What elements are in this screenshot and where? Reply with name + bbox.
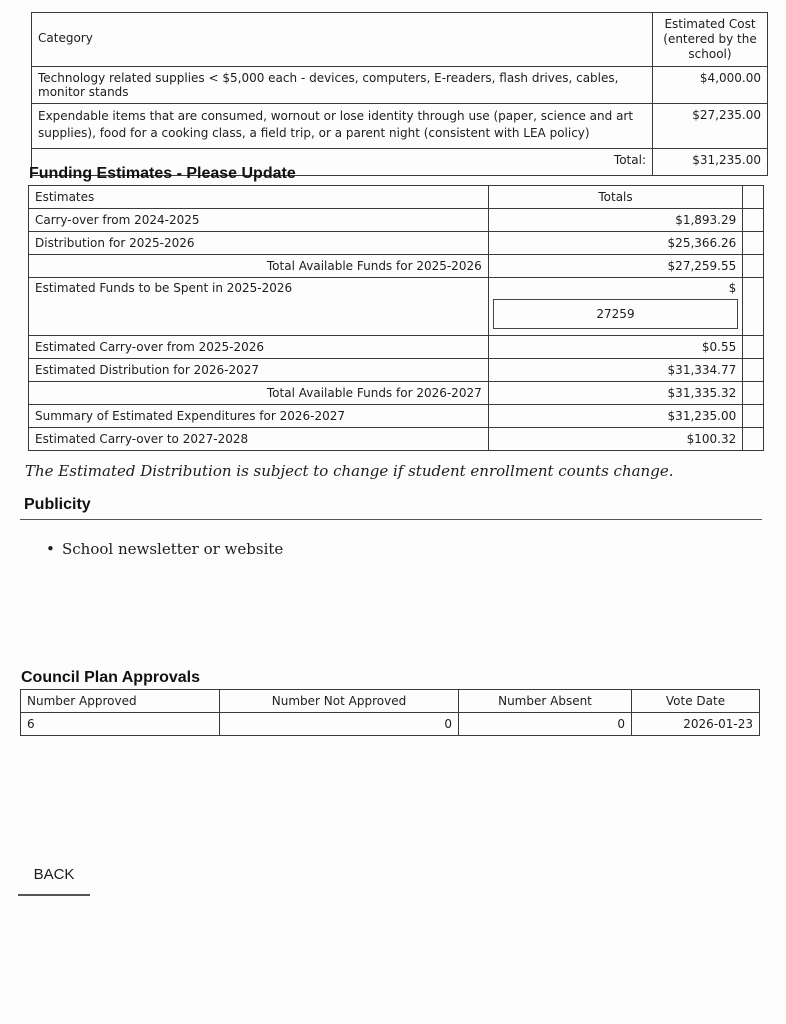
funding-row [29, 209, 764, 232]
number-not-approved-value: 0 [220, 713, 459, 736]
council-approvals-title: Council Plan Approvals [21, 669, 200, 686]
est-carryover-2027-value: $100.32 [488, 428, 743, 451]
number-absent-header: Number Absent [459, 690, 632, 713]
number-approved-header: Number Approved [21, 690, 220, 713]
distribution-2025-value: $25,366.26 [488, 232, 743, 255]
list-item [46, 540, 283, 558]
vote-date-header: Vote Date [632, 690, 760, 713]
funding-estimates-title: Funding Estimates - Please Update [29, 165, 296, 182]
funding-row [29, 336, 764, 359]
category-header-row [32, 13, 768, 67]
summary-expenditures-value: $31,235.00 [488, 405, 743, 428]
distribution-2025-label: Distribution for 2025-2026 [29, 232, 489, 255]
funding-row [29, 428, 764, 451]
spent-2025-label: Estimated Funds to be Spent in 2025-2026 [29, 278, 489, 336]
council-header-row [21, 690, 760, 713]
funding-row [29, 232, 764, 255]
category-cell: Expendable items that are consumed, wornout or lose identity through use (paper, science and art supplies), food for a cooking class, a field trip, or a parent night (consistent with LEA policy) [32, 104, 653, 149]
spent-2025-input[interactable]: 27259 [493, 299, 739, 329]
funding-row [29, 278, 764, 336]
category-row [32, 104, 768, 149]
total-label: Total: [32, 149, 653, 176]
back-button[interactable]: BACK [18, 860, 90, 896]
number-not-approved-header: Number Not Approved [220, 690, 459, 713]
funding-row [29, 382, 764, 405]
publicity-title: Publicity [24, 496, 91, 513]
bullet-icon: • [46, 540, 55, 558]
funding-estimates-table [28, 185, 764, 451]
carryover-2024-label: Carry-over from 2024-2025 [29, 209, 489, 232]
total-available-2025-label: Total Available Funds for 2025-2026 [29, 255, 489, 278]
publicity-divider [20, 519, 762, 520]
total-value: $31,235.00 [653, 149, 768, 176]
est-carryover-2027-label: Estimated Carry-over to 2027-2028 [29, 428, 489, 451]
council-approvals-table [20, 689, 760, 736]
number-approved-value: 6 [21, 713, 220, 736]
est-carryover-2025-label: Estimated Carry-over from 2025-2026 [29, 336, 489, 359]
category-row [32, 67, 768, 104]
cost-cell: $27,235.00 [653, 104, 768, 149]
number-absent-value: 0 [459, 713, 632, 736]
totals-header: Totals [488, 186, 743, 209]
est-distribution-2026-value: $31,334.77 [488, 359, 743, 382]
cost-cell: $4,000.00 [653, 67, 768, 104]
funding-row [29, 359, 764, 382]
category-cell: Technology related supplies < $5,000 each - devices, computers, E-readers, flash drives, cables, monitor stands [32, 67, 653, 104]
carryover-2024-value: $1,893.29 [488, 209, 743, 232]
est-distribution-2026-label: Estimated Distribution for 2026-2027 [29, 359, 489, 382]
estimates-header: Estimates [29, 186, 489, 209]
vote-date-value: 2026-01-23 [632, 713, 760, 736]
spent-currency: $ [728, 281, 737, 295]
total-available-2026-value: $31,335.32 [488, 382, 743, 405]
distribution-note: The Estimated Distribution is subject to change if student enrollment counts change. [25, 462, 674, 480]
funding-header-row [29, 186, 764, 209]
publicity-item: School newsletter or website [62, 540, 284, 558]
total-available-2025-value: $27,259.55 [488, 255, 743, 278]
estimated-cost-header: Estimated Cost (entered by the school) [653, 13, 768, 67]
summary-expenditures-label: Summary of Estimated Expenditures for 2026-2027 [29, 405, 489, 428]
category-header: Category [32, 13, 653, 67]
funding-row [29, 405, 764, 428]
total-available-2026-label: Total Available Funds for 2026-2027 [29, 382, 489, 405]
category-cost-table [31, 12, 768, 176]
publicity-list [46, 540, 283, 558]
council-values-row [21, 713, 760, 736]
est-carryover-2025-value: $0.55 [488, 336, 743, 359]
funding-row [29, 255, 764, 278]
